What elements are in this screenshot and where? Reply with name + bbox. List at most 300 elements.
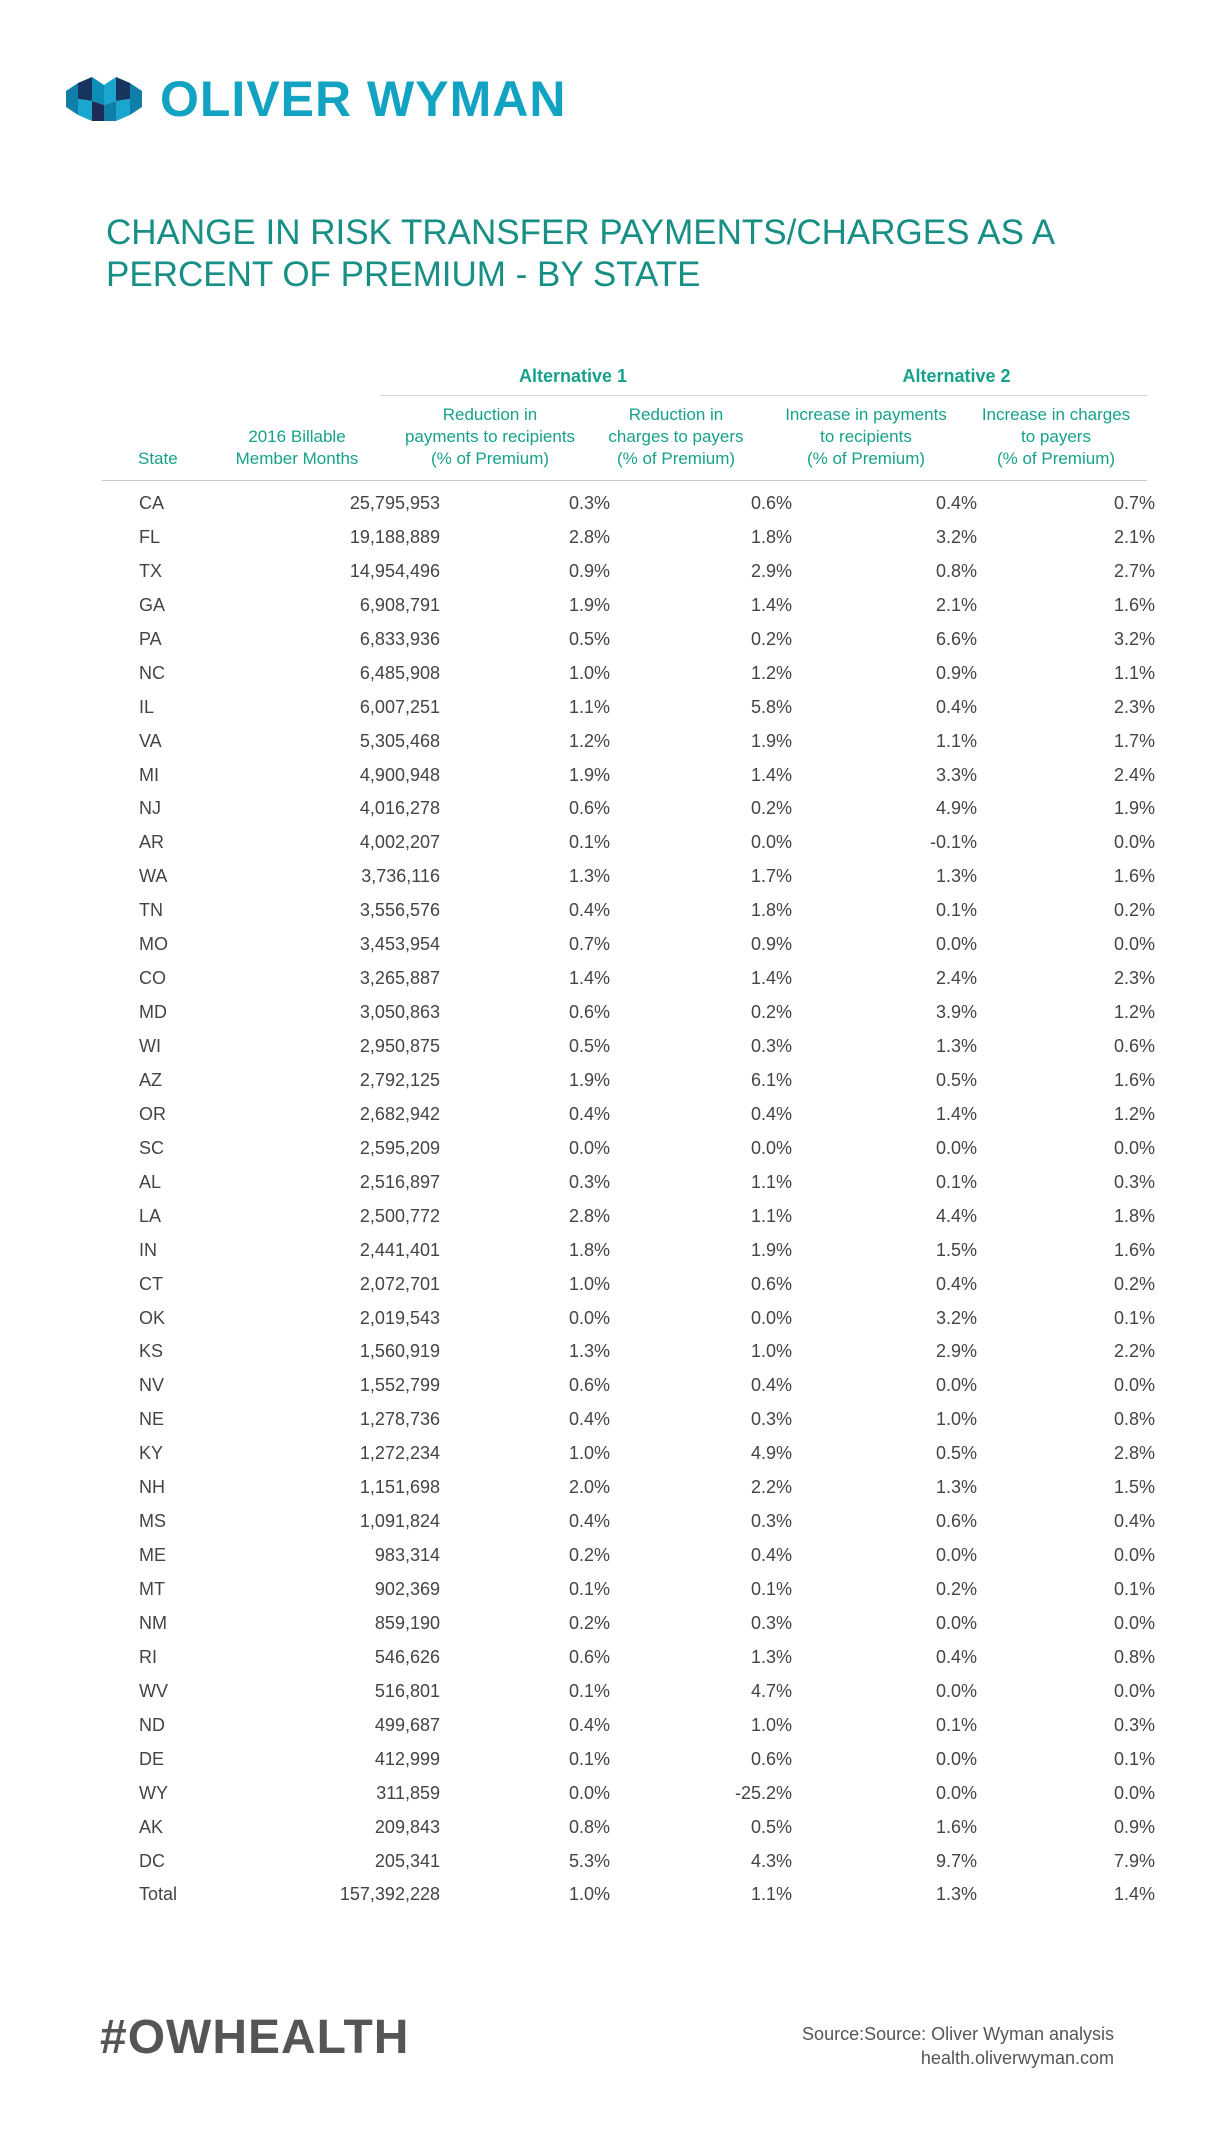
cell-state: MT xyxy=(139,1579,165,1599)
cell-state: IN xyxy=(139,1239,157,1260)
cell-state: IL xyxy=(139,696,155,717)
table-row xyxy=(102,1402,1155,1436)
cell-alt2-charges: 1.2% xyxy=(1113,1002,1155,1023)
cell-alt1-charges: 1.7% xyxy=(750,866,792,887)
table-row xyxy=(102,1063,1155,1097)
cell-alt2-charges: 0.0% xyxy=(1113,1782,1155,1803)
cell-alt1-payments: 1.8% xyxy=(568,1239,610,1260)
cell-state: RI xyxy=(139,1646,157,1667)
cell-state: SC xyxy=(139,1137,165,1158)
cell-alt2-charges: 1.2% xyxy=(1113,1103,1155,1124)
table-row xyxy=(102,893,1155,927)
cell-alt1-charges: 0.9% xyxy=(750,934,792,955)
table-row xyxy=(102,1674,1155,1708)
cell-state: KS xyxy=(139,1341,164,1362)
table-row xyxy=(102,1334,1155,1368)
cell-alt1-payments: 0.1% xyxy=(568,1680,610,1701)
cell-alt2-charges: 1.6% xyxy=(1113,1239,1155,1260)
cell-alt1-payments: 1.3% xyxy=(568,866,610,887)
cell-member-months: 6,485,908 xyxy=(359,662,440,683)
cell-state: WA xyxy=(139,866,168,887)
cell-member-months: 3,736,116 xyxy=(361,866,440,887)
cell-state: NV xyxy=(139,1375,165,1396)
cell-member-months: 205,341 xyxy=(374,1850,440,1871)
table-group-header xyxy=(102,362,1147,396)
cell-alt1-payments: 1.9% xyxy=(568,764,610,785)
brand-logo xyxy=(66,71,567,127)
cell-alt1-charges: 1.4% xyxy=(750,594,792,615)
cell-alt1-charges: -25.2% xyxy=(734,1782,792,1803)
header-alt2-increase-charges: Increase in charges to payers (% of Premium) xyxy=(981,405,1131,468)
table-row xyxy=(102,1368,1155,1402)
table-row xyxy=(102,724,1155,758)
cell-alt1-payments: 0.1% xyxy=(568,1579,610,1599)
cell-alt1-charges: 4.7% xyxy=(750,1680,792,1701)
cell-member-months: 2,595,209 xyxy=(359,1137,440,1158)
cell-alt1-payments: 0.9% xyxy=(568,560,610,581)
cell-alt2-payments: 0.5% xyxy=(935,1443,977,1464)
cell-alt2-charges: 2.4% xyxy=(1113,764,1155,785)
cell-alt1-payments: 0.4% xyxy=(568,1409,610,1430)
cell-alt1-charges: 0.6% xyxy=(750,1273,792,1294)
table-row xyxy=(102,588,1155,622)
cell-state: WV xyxy=(139,1680,168,1701)
table-row xyxy=(102,1131,1155,1165)
cell-member-months: 311,859 xyxy=(376,1782,440,1803)
cell-alt1-payments: 2.8% xyxy=(568,526,610,547)
table-row xyxy=(102,1776,1155,1810)
cell-alt2-charges: 1.7% xyxy=(1113,730,1155,751)
cell-member-months: 902,369 xyxy=(374,1579,440,1599)
cell-alt2-charges: 2.3% xyxy=(1113,968,1155,989)
cell-alt2-charges: 2.3% xyxy=(1113,696,1155,717)
table-row xyxy=(102,486,1155,520)
cell-alt1-payments: 1.9% xyxy=(568,594,610,615)
cell-member-months: 14,954,496 xyxy=(349,560,440,581)
cell-alt1-payments: 1.0% xyxy=(568,1884,610,1905)
cell-member-months: 4,016,278 xyxy=(359,798,440,819)
cell-alt2-charges: 2.2% xyxy=(1113,1341,1155,1362)
table-row xyxy=(102,1538,1155,1572)
cell-alt2-charges: 1.6% xyxy=(1113,866,1155,887)
cell-alt1-payments: 1.4% xyxy=(568,968,610,989)
cell-member-months: 516,801 xyxy=(374,1680,440,1701)
cell-alt2-payments: 0.0% xyxy=(935,1545,977,1566)
table-row xyxy=(102,1708,1155,1742)
cell-member-months: 3,556,576 xyxy=(359,900,440,921)
cell-state: NM xyxy=(139,1612,167,1633)
cell-alt1-charges: 1.4% xyxy=(750,968,792,989)
cell-member-months: 6,007,251 xyxy=(359,696,440,717)
cell-alt2-payments: 0.4% xyxy=(935,696,977,717)
cell-member-months: 983,314 xyxy=(374,1545,440,1566)
cell-alt2-payments: 0.0% xyxy=(935,1748,977,1769)
table-row xyxy=(102,1877,1155,1911)
cell-alt1-charges: 0.4% xyxy=(750,1375,792,1396)
cell-state: DC xyxy=(139,1850,165,1871)
cell-state: NJ xyxy=(139,798,161,819)
cell-alt2-payments: 3.2% xyxy=(935,1307,977,1328)
cell-alt2-charges: 0.0% xyxy=(1113,934,1155,955)
cell-alt2-payments: 1.5% xyxy=(935,1239,977,1260)
brand-name: OLIVER WYMAN xyxy=(160,71,567,127)
cell-alt1-charges: 1.0% xyxy=(750,1341,792,1362)
table-row xyxy=(102,622,1155,656)
header-state: State xyxy=(138,449,178,468)
oliver-wyman-logo-icon xyxy=(66,77,142,121)
cell-state: PA xyxy=(139,628,162,649)
cell-alt1-charges: 0.0% xyxy=(750,1137,792,1158)
cell-alt1-payments: 1.2% xyxy=(568,730,610,751)
cell-state: OK xyxy=(139,1307,166,1328)
cell-state: Total xyxy=(139,1884,178,1905)
cell-alt1-payments: 1.0% xyxy=(568,1273,610,1294)
cell-member-months: 209,843 xyxy=(374,1816,440,1837)
cell-alt1-payments: 2.8% xyxy=(568,1205,610,1226)
cell-alt2-payments: 3.3% xyxy=(935,764,977,785)
table-row xyxy=(102,656,1155,690)
cell-alt2-payments: 0.9% xyxy=(935,662,977,683)
cell-alt1-charges: 6.1% xyxy=(750,1069,792,1090)
cell-alt1-charges: 0.6% xyxy=(750,1748,792,1769)
cell-state: MD xyxy=(139,1002,167,1023)
cell-alt2-payments: 4.4% xyxy=(935,1205,977,1226)
table-row xyxy=(102,927,1155,961)
page-title xyxy=(106,212,1106,296)
cell-alt2-payments: 0.0% xyxy=(935,1612,977,1633)
cell-state: DE xyxy=(139,1748,165,1769)
cell-alt1-payments: 1.9% xyxy=(568,1069,610,1090)
cell-alt1-charges: 1.2% xyxy=(750,662,792,683)
cell-state: MO xyxy=(139,934,168,955)
cell-state: GA xyxy=(139,594,166,615)
table-row xyxy=(102,825,1155,859)
cell-member-months: 6,908,791 xyxy=(359,594,440,615)
cell-alt2-charges: 0.7% xyxy=(1113,493,1155,513)
cell-alt2-payments: 2.9% xyxy=(935,1341,977,1362)
cell-alt2-payments: 3.9% xyxy=(935,1002,977,1023)
cell-member-months: 1,151,698 xyxy=(359,1477,440,1498)
cell-alt2-charges: 2.7% xyxy=(1113,560,1155,581)
cell-state: CT xyxy=(139,1273,163,1294)
cell-alt2-charges: 0.1% xyxy=(1113,1748,1155,1769)
cell-alt2-payments: 0.4% xyxy=(935,493,977,513)
cell-alt1-charges: 1.0% xyxy=(750,1714,792,1735)
cell-member-months: 3,265,887 xyxy=(359,968,440,989)
cell-alt1-charges: 1.1% xyxy=(750,1171,792,1192)
cell-alt1-payments: 1.1% xyxy=(568,696,610,717)
cell-alt1-payments: 0.1% xyxy=(568,832,610,853)
cell-alt2-payments: 3.2% xyxy=(935,526,977,547)
cell-member-months: 859,190 xyxy=(374,1612,440,1633)
cell-alt2-payments: 1.4% xyxy=(935,1103,977,1124)
cell-alt1-charges: 0.6% xyxy=(750,493,792,513)
cell-alt1-payments: 0.4% xyxy=(568,900,610,921)
cell-member-months: 4,900,948 xyxy=(359,764,440,785)
cell-member-months: 2,792,125 xyxy=(359,1069,440,1090)
header-alt1-reduction-payments: Reduction in payments to recipients (% of Premium) xyxy=(404,405,576,468)
table-row xyxy=(102,1504,1155,1538)
cell-alt2-payments: 2.1% xyxy=(935,594,977,615)
cell-state: CO xyxy=(139,968,166,989)
group-alternative-2: Alternative 2 xyxy=(902,366,1011,386)
table-row xyxy=(102,554,1155,588)
cell-alt1-payments: 0.3% xyxy=(568,1171,610,1192)
cell-alt2-charges: 0.8% xyxy=(1113,1409,1155,1430)
cell-alt1-payments: 0.4% xyxy=(568,1714,610,1735)
cell-alt1-payments: 0.4% xyxy=(568,1511,610,1532)
cell-alt2-payments: 0.0% xyxy=(935,1375,977,1396)
cell-member-months: 5,305,468 xyxy=(359,730,440,751)
cell-alt1-charges: 1.4% xyxy=(750,764,792,785)
cell-alt2-payments: 0.0% xyxy=(935,934,977,955)
cell-alt2-charges: 7.9% xyxy=(1113,1850,1155,1871)
cell-alt2-payments: 4.9% xyxy=(935,798,977,819)
cell-alt2-payments: 1.6% xyxy=(935,1816,977,1837)
cell-alt1-payments: 0.6% xyxy=(568,1375,610,1396)
cell-alt1-charges: 0.0% xyxy=(750,832,792,853)
cell-alt1-charges: 1.3% xyxy=(750,1646,792,1667)
table-row xyxy=(102,1606,1155,1640)
cell-alt1-charges: 0.4% xyxy=(750,1103,792,1124)
cell-alt1-payments: 0.5% xyxy=(568,628,610,649)
cell-alt1-charges: 0.3% xyxy=(750,1511,792,1532)
cell-alt2-charges: 1.1% xyxy=(1113,662,1155,683)
cell-alt1-charges: 0.0% xyxy=(750,1307,792,1328)
title-line-1: CHANGE IN RISK TRANSFER PAYMENTS/CHARGES AS A xyxy=(106,213,1056,252)
table-row xyxy=(102,690,1155,724)
cell-state: MI xyxy=(139,764,159,785)
cell-alt2-payments: 1.3% xyxy=(935,866,977,887)
cell-alt1-charges: 0.2% xyxy=(750,1002,792,1023)
cell-alt2-charges: 0.1% xyxy=(1113,1579,1155,1599)
cell-alt2-charges: 0.0% xyxy=(1113,1612,1155,1633)
cell-alt1-charges: 2.9% xyxy=(750,560,792,581)
cell-alt1-charges: 0.3% xyxy=(750,1036,792,1056)
cell-member-months: 4,002,207 xyxy=(359,832,440,853)
cell-member-months: 499,687 xyxy=(374,1714,440,1735)
cell-state: TX xyxy=(139,560,163,581)
cell-alt1-charges: 4.9% xyxy=(750,1443,792,1464)
risk-transfer-table xyxy=(102,362,1155,1911)
cell-member-months: 6,833,936 xyxy=(359,628,440,649)
cell-alt2-charges: 0.3% xyxy=(1113,1714,1155,1735)
cell-alt2-charges: 2.1% xyxy=(1113,526,1155,547)
cell-alt2-charges: 0.6% xyxy=(1113,1036,1155,1056)
cell-alt1-charges: 1.9% xyxy=(750,1239,792,1260)
cell-alt2-charges: 0.1% xyxy=(1113,1307,1155,1328)
table-row xyxy=(102,1470,1155,1504)
table-row xyxy=(102,1810,1155,1844)
cell-alt1-charges: 0.5% xyxy=(750,1816,792,1837)
table-row xyxy=(102,961,1155,995)
cell-alt2-charges: 0.0% xyxy=(1113,1545,1155,1566)
cell-state: AK xyxy=(139,1816,164,1837)
cell-state: NE xyxy=(139,1409,165,1430)
table-row xyxy=(102,791,1155,825)
table-row xyxy=(102,995,1155,1029)
cell-alt2-charges: 0.4% xyxy=(1113,1511,1155,1532)
source-text: Source:Source: Oliver Wyman analysis xyxy=(802,2024,1114,2044)
cell-state: AR xyxy=(139,832,165,853)
cell-state: LA xyxy=(139,1205,162,1226)
cell-alt1-charges: 0.3% xyxy=(750,1612,792,1633)
cell-alt2-charges: 1.9% xyxy=(1113,798,1155,819)
cell-member-months: 1,278,736 xyxy=(359,1409,440,1430)
cell-alt1-payments: 0.2% xyxy=(568,1545,610,1566)
cell-alt2-payments: 0.1% xyxy=(935,900,977,921)
cell-alt1-payments: 0.0% xyxy=(568,1782,610,1803)
cell-member-months: 2,072,701 xyxy=(359,1273,440,1294)
cell-alt2-charges: 0.2% xyxy=(1113,1273,1155,1294)
table-row xyxy=(102,1742,1155,1776)
cell-member-months: 19,188,889 xyxy=(349,526,440,547)
cell-alt1-charges: 0.1% xyxy=(750,1579,792,1599)
cell-alt1-payments: 2.0% xyxy=(568,1477,610,1498)
cell-alt1-payments: 0.6% xyxy=(568,1002,610,1023)
table-row xyxy=(102,1640,1155,1674)
cell-state: ND xyxy=(139,1714,165,1735)
cell-alt2-charges: 1.4% xyxy=(1113,1884,1155,1905)
cell-state: ME xyxy=(139,1545,166,1566)
cell-alt2-charges: 1.8% xyxy=(1113,1205,1155,1226)
table-row xyxy=(102,1097,1155,1131)
cell-state: AL xyxy=(139,1171,162,1192)
table-row xyxy=(102,1844,1155,1878)
table-row xyxy=(102,1301,1155,1335)
cell-alt1-payments: 1.3% xyxy=(568,1341,610,1362)
cell-alt2-payments: 0.0% xyxy=(935,1680,977,1701)
cell-state: TN xyxy=(139,900,163,921)
cell-member-months: 3,453,954 xyxy=(359,934,440,955)
footer-hashtag: #OWHEALTH xyxy=(100,2011,410,2064)
cell-alt1-payments: 0.6% xyxy=(568,1646,610,1667)
cell-alt2-payments: 0.8% xyxy=(935,560,977,581)
cell-alt2-charges: 1.5% xyxy=(1113,1477,1155,1498)
cell-state: OR xyxy=(139,1103,166,1124)
cell-alt2-charges: 0.8% xyxy=(1113,1646,1155,1667)
cell-alt2-payments: 0.1% xyxy=(935,1171,977,1192)
title-line-2: PERCENT OF PREMIUM - BY STATE xyxy=(106,255,701,294)
cell-member-months: 1,560,919 xyxy=(359,1341,440,1362)
cell-alt1-payments: 0.5% xyxy=(568,1036,610,1056)
cell-alt2-payments: 0.5% xyxy=(935,1069,977,1090)
cell-alt2-charges: 0.0% xyxy=(1113,1137,1155,1158)
cell-alt1-payments: 0.0% xyxy=(568,1137,610,1158)
cell-state: NH xyxy=(139,1477,165,1498)
cell-state: WI xyxy=(139,1036,161,1056)
cell-member-months: 2,516,897 xyxy=(359,1171,440,1192)
cell-alt1-payments: 0.1% xyxy=(568,1748,610,1769)
cell-state: AZ xyxy=(139,1069,163,1090)
cell-alt2-payments: 6.6% xyxy=(935,628,977,649)
group-alternative-1: Alternative 1 xyxy=(518,366,628,386)
cell-alt1-payments: 0.8% xyxy=(568,1816,610,1837)
table-row xyxy=(102,1029,1155,1063)
cell-alt1-charges: 0.4% xyxy=(750,1545,792,1566)
cell-state: MS xyxy=(139,1511,166,1532)
cell-alt2-charges: 2.8% xyxy=(1113,1443,1155,1464)
header-alt2-increase-payments: Increase in payments to recipients (% of Premium) xyxy=(785,405,947,468)
table-row xyxy=(102,1572,1155,1606)
cell-alt2-charges: 0.0% xyxy=(1113,1375,1155,1396)
cell-alt1-charges: 4.3% xyxy=(750,1850,792,1871)
cell-alt2-payments: 1.3% xyxy=(935,1884,977,1905)
table-row xyxy=(102,1165,1155,1199)
table-row xyxy=(102,1233,1155,1267)
cell-state: NC xyxy=(139,662,165,683)
footer-source xyxy=(802,2022,1114,2070)
cell-alt2-payments: 1.3% xyxy=(935,1036,977,1056)
cell-alt1-payments: 0.7% xyxy=(568,934,610,955)
cell-alt2-charges: 1.6% xyxy=(1113,1069,1155,1090)
cell-alt2-charges: 1.6% xyxy=(1113,594,1155,615)
cell-alt2-payments: 1.1% xyxy=(935,730,977,751)
cell-alt1-payments: 1.0% xyxy=(568,1443,610,1464)
cell-member-months: 2,682,942 xyxy=(359,1103,440,1124)
cell-state: WY xyxy=(139,1782,168,1803)
cell-alt1-charges: 0.2% xyxy=(750,798,792,819)
cell-member-months: 2,950,875 xyxy=(359,1036,440,1056)
cell-alt1-charges: 1.9% xyxy=(750,730,792,751)
cell-state: CA xyxy=(139,493,165,513)
cell-alt1-payments: 1.0% xyxy=(568,662,610,683)
cell-member-months: 3,050,863 xyxy=(359,1002,440,1023)
source-website[interactable]: health.oliverwyman.com xyxy=(920,2048,1114,2068)
cell-member-months: 1,552,799 xyxy=(359,1375,440,1396)
cell-member-months: 2,019,543 xyxy=(359,1307,440,1328)
cell-alt2-payments: 0.4% xyxy=(935,1646,977,1667)
cell-alt1-payments: 0.0% xyxy=(568,1307,610,1328)
header-member-months: 2016 Billable Member Months xyxy=(235,427,359,468)
cell-alt2-payments: 0.0% xyxy=(935,1782,977,1803)
table-row xyxy=(102,1199,1155,1233)
cell-alt1-charges: 1.8% xyxy=(750,900,792,921)
cell-alt2-payments: 9.7% xyxy=(935,1850,977,1871)
cell-member-months: 2,441,401 xyxy=(359,1239,440,1260)
cell-member-months: 412,999 xyxy=(374,1748,440,1769)
cell-alt2-charges: 0.9% xyxy=(1113,1816,1155,1837)
cell-alt1-payments: 0.2% xyxy=(568,1612,610,1633)
table-row xyxy=(102,758,1155,792)
cell-alt2-charges: 0.3% xyxy=(1113,1171,1155,1192)
cell-alt1-charges: 2.2% xyxy=(750,1477,792,1498)
cell-alt1-payments: 0.4% xyxy=(568,1103,610,1124)
cell-alt2-payments: 2.4% xyxy=(935,968,977,989)
table-row xyxy=(102,859,1155,893)
cell-member-months: 157,392,228 xyxy=(339,1884,440,1905)
cell-alt1-payments: 0.3% xyxy=(568,493,610,513)
cell-member-months: 2,500,772 xyxy=(359,1205,440,1226)
cell-state: VA xyxy=(139,730,162,751)
cell-alt1-charges: 0.2% xyxy=(750,628,792,649)
table-row xyxy=(102,520,1155,554)
cell-alt1-charges: 1.1% xyxy=(750,1884,792,1905)
table-body xyxy=(102,486,1155,1911)
cell-alt1-charges: 1.1% xyxy=(750,1205,792,1226)
cell-member-months: 546,626 xyxy=(374,1646,440,1667)
cell-alt2-payments: 0.1% xyxy=(935,1714,977,1735)
cell-member-months: 1,272,234 xyxy=(359,1443,440,1464)
cell-alt2-payments: -0.1% xyxy=(929,832,977,853)
cell-alt1-charges: 0.3% xyxy=(750,1409,792,1430)
cell-alt2-payments: 0.0% xyxy=(935,1137,977,1158)
cell-alt2-payments: 1.0% xyxy=(935,1409,977,1430)
cell-alt2-charges: 0.0% xyxy=(1113,832,1155,853)
cell-alt2-charges: 0.0% xyxy=(1113,1680,1155,1701)
cell-alt2-charges: 0.2% xyxy=(1113,900,1155,921)
table-column-header xyxy=(102,396,1147,481)
